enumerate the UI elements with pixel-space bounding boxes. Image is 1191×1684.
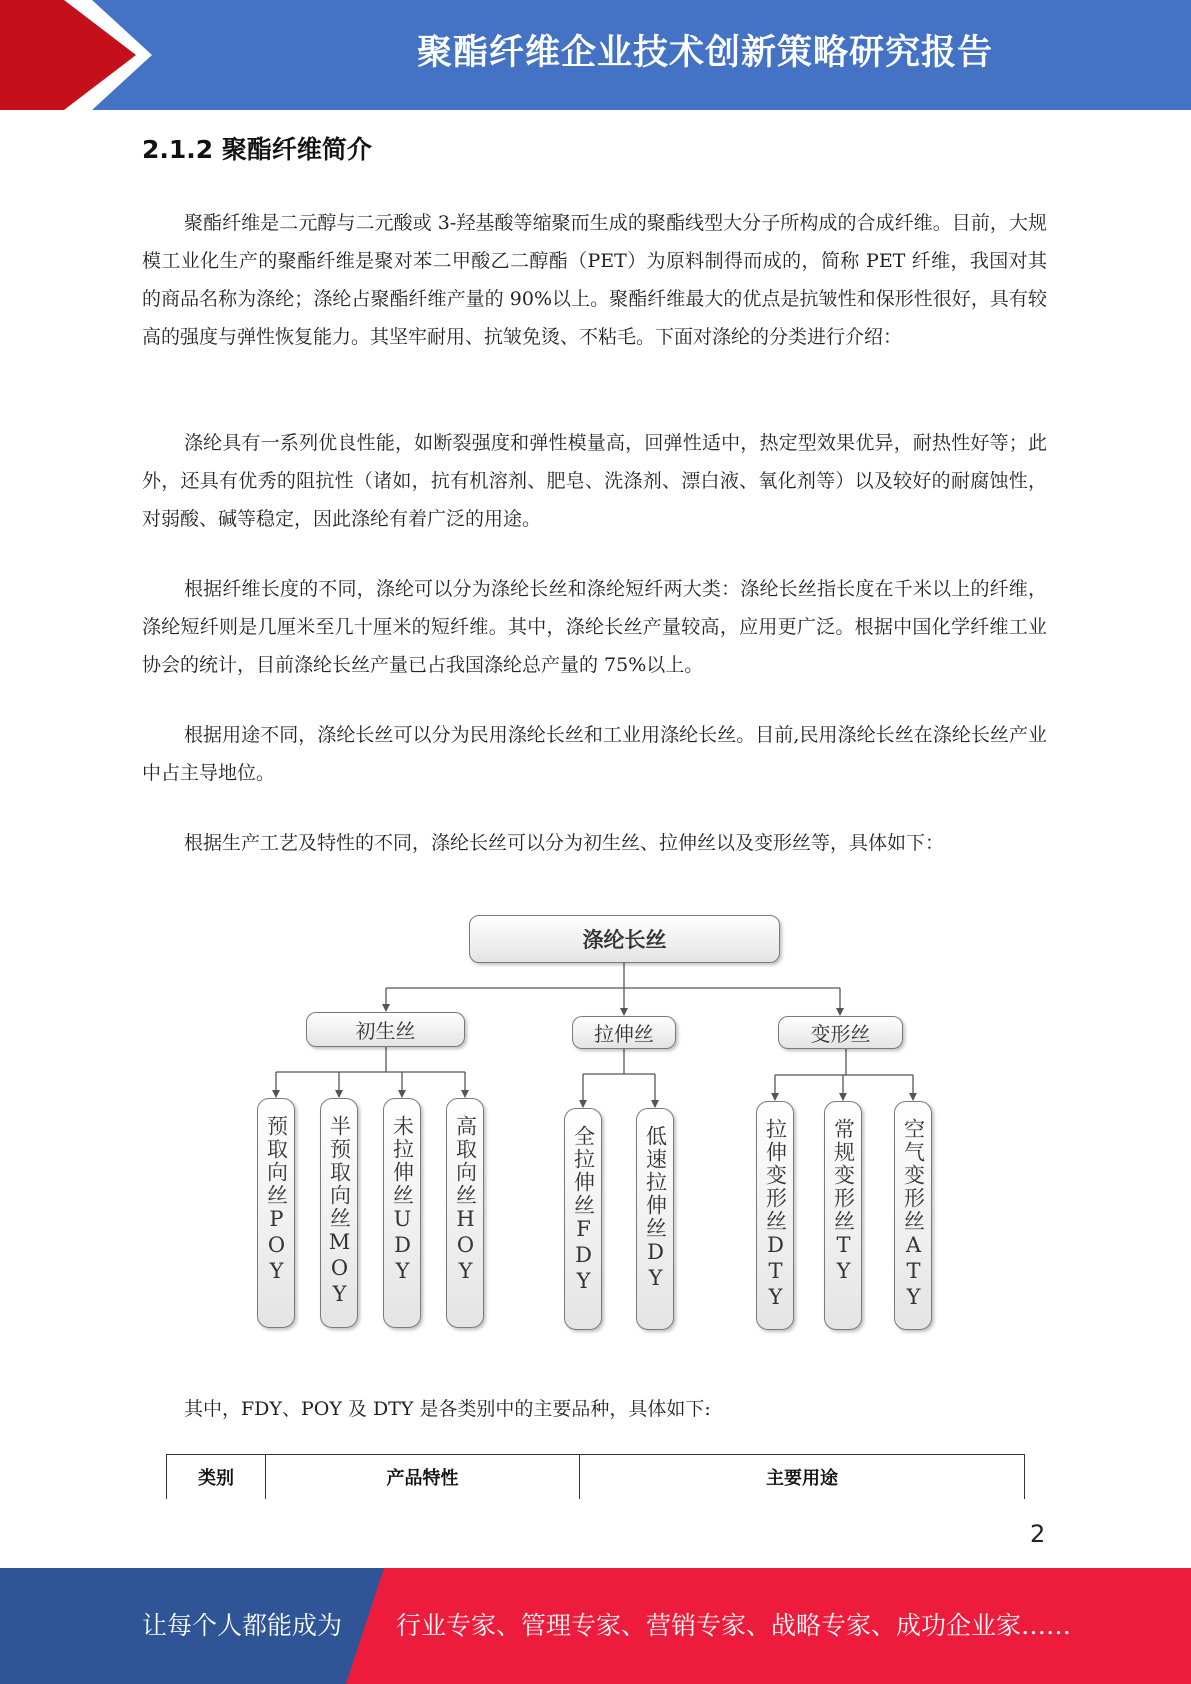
- node-dy: [636, 1108, 674, 1330]
- node-bianxingsi: 变形丝: [778, 1016, 903, 1049]
- node-dty-label: 拉伸变形丝DTY: [763, 1118, 788, 1311]
- page-header: [0, 0, 1191, 110]
- node-ty-label: 常规变形丝TY: [831, 1118, 856, 1285]
- report-title: 聚酯纤维企业技术创新策略研究报告: [416, 33, 993, 73]
- node-fdy: [564, 1108, 602, 1330]
- node-lashensi: 拉伸丝: [572, 1016, 676, 1049]
- page-number: 2: [1030, 1520, 1046, 1548]
- node-udy: [383, 1098, 421, 1328]
- paragraph-usage-classes: 根据用途不同，涤纶长丝可以分为民用涤纶长丝和工业用涤纶长丝。目前,民用涤纶长丝在涤纶长丝产业中占主导地位。: [142, 724, 1047, 784]
- node-hoy: [446, 1098, 484, 1328]
- table-header-row: [167, 1455, 1025, 1500]
- node-chushengsi: 初生丝: [306, 1012, 465, 1047]
- node-ty: [824, 1101, 862, 1330]
- node-hoy-label: 高取向丝HOY: [453, 1115, 478, 1285]
- paragraph-intro: 聚酯纤维是二元醇与二元酸或 3-羟基酸等缩聚而生成的聚酯线型大分子所构成的合成纤维。目前，大规模工业化生产的聚酯纤维是聚对苯二甲酸乙二醇酯（PET）为原料制得而成的，简称 PET 纤维，我国对其的商品名称为涤纶；涤纶占聚酯纤维产量的 90%以上。聚酯纤维最大的优点是抗皱性和保形性很好，具有较高的强度与弹性恢复能力。其坚牢耐用、抗皱免烫、不粘毛。下面对涤纶的分类进行介绍：: [142, 212, 1047, 348]
- paragraph-process-classes: 根据生产工艺及特性的不同，涤纶长丝可以分为初生丝、拉伸丝以及变形丝等，具体如下：: [184, 832, 945, 854]
- node-aty-label: 空气变形丝ATY: [901, 1118, 926, 1311]
- section-title: 2.1.2 聚酯纤维简介: [142, 135, 372, 164]
- node-poy: [257, 1098, 295, 1328]
- node-root: 涤纶长丝: [469, 915, 780, 963]
- footer-slogan-left: 让每个人都能成为: [142, 1611, 343, 1640]
- node-aty: [894, 1101, 932, 1330]
- node-moy-label: 半预取向丝MOY: [327, 1115, 352, 1308]
- node-poy-label: 预取向丝POY: [264, 1115, 289, 1285]
- paragraph-properties: 涤纶具有一系列优良性能，如断裂强度和弹性模量高，回弹性适中，热定型效果优异，耐热性好等；此外，还具有优秀的阻抗性（诸如，抗有机溶剂、肥皂、洗涤剂、漂白液、氧化剂等）以及较好的耐腐蚀性，对弱酸、碱等稳定，因此涤纶有着广泛的用途。: [142, 432, 1047, 530]
- paragraph-main-varieties: 其中，FDY、POY 及 DTY 是各类别中的主要品种，具体如下:: [184, 1398, 711, 1420]
- footer-slogan-right: 行业专家、管理专家、营销专家、战略专家、成功企业家……: [396, 1611, 1072, 1640]
- page-footer: [0, 1568, 1191, 1684]
- table-header-category: 类别: [167, 1455, 266, 1500]
- product-table: [166, 1454, 1025, 1499]
- table-header-usage: 主要用途: [580, 1455, 1025, 1500]
- table-header-features: 产品特性: [266, 1455, 580, 1500]
- node-fdy-label: 全拉伸丝FDY: [571, 1125, 596, 1295]
- paragraph-length-classes: 根据纤维长度的不同，涤纶可以分为涤纶长丝和涤纶短纤两大类：涤纶长丝指长度在千米以上的纤维，涤纶短纤则是几厘米至几十厘米的短纤维。其中，涤纶长丝产量较高，应用更广泛。根据中国化学纤维工业协会的统计，目前涤纶长丝产量已占我国涤纶总产量的 75%以上。: [142, 578, 1047, 676]
- node-moy: [320, 1098, 358, 1328]
- header-chevron-icon: [0, 0, 136, 110]
- node-dty: [756, 1101, 794, 1330]
- node-dy-label: 低速拉伸丝DY: [643, 1125, 668, 1292]
- node-udy-label: 未拉伸丝UDY: [390, 1115, 415, 1285]
